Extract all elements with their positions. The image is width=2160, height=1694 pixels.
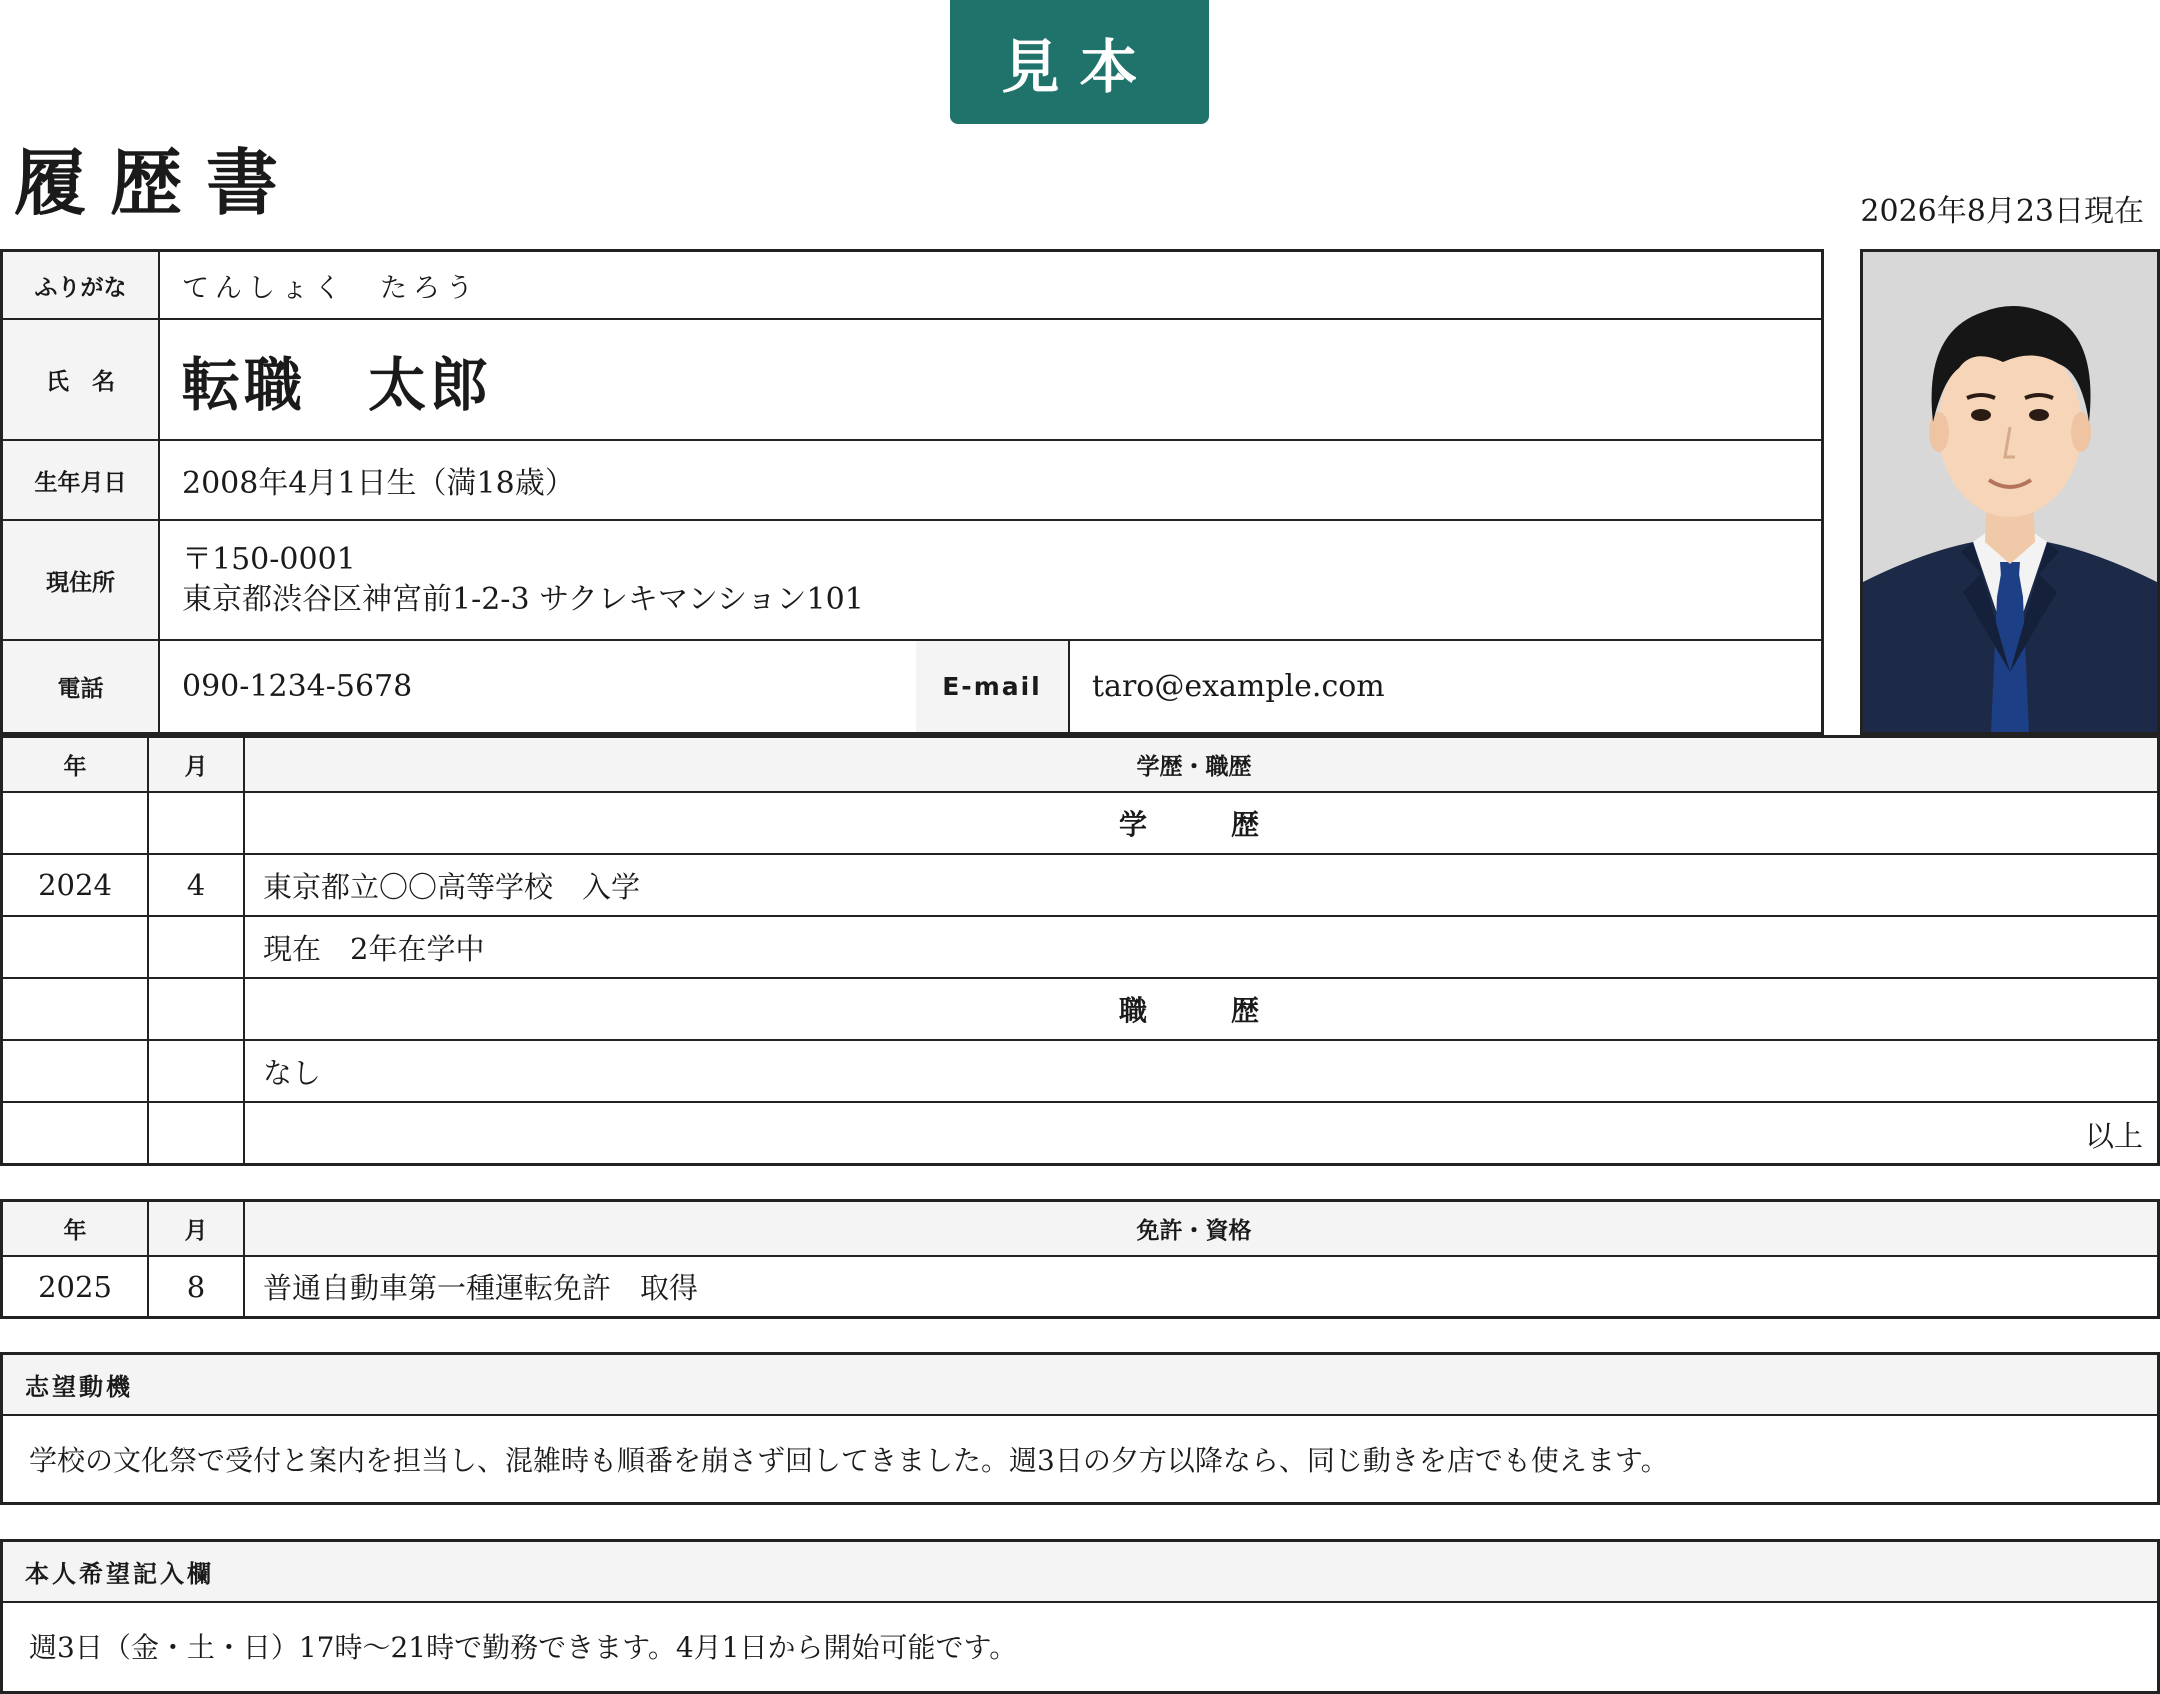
address-label: 現住所 — [3, 521, 160, 639]
row-year: 2024 — [3, 855, 149, 915]
month-header: 月 — [149, 1202, 245, 1255]
education-heading: 学 歴 — [1118, 808, 1287, 841]
motivation-text: 学校の文化祭で受付と案内を担当し、混雑時も順番を崩さず回してきました。週3日の夕方以降なら、同じ動きを店でも使えます。 — [29, 1444, 1669, 1477]
furigana-label: ふりがな — [3, 252, 160, 318]
row-text: 現在 2年在学中 — [263, 931, 485, 966]
birth-value: 2008年4月1日生（満18歳） — [182, 466, 575, 501]
row-year: 2025 — [3, 1257, 149, 1316]
request-box — [0, 1539, 2160, 1694]
request-label: 本人希望記入欄 — [3, 1542, 2157, 1603]
address-line: 東京都渋谷区神宮前1-2-3 サクレキマンション101 — [182, 582, 864, 617]
table-row — [3, 1041, 2157, 1103]
end-text: 以上 — [2084, 1118, 2143, 1153]
education-heading-row — [3, 793, 2157, 855]
phone-value: 090-1234-5678 — [182, 669, 413, 704]
year-header: 年 — [3, 1202, 149, 1255]
birth-label: 生年月日 — [3, 441, 160, 519]
history-body-header: 学歴・職歴 — [1136, 754, 1252, 780]
licenses-body-header: 免許・資格 — [1136, 1218, 1252, 1244]
address-value — [160, 521, 1821, 639]
row-year — [3, 1041, 149, 1101]
end-row — [3, 1103, 2157, 1165]
row-month — [149, 917, 245, 977]
as-of-date: 2026年8月23日現在 — [1860, 194, 2144, 229]
work-heading: 職 歴 — [1118, 994, 1287, 1027]
row-month — [149, 1041, 245, 1101]
address-row — [3, 521, 1821, 641]
work-heading-row — [3, 979, 2157, 1041]
table-row — [3, 855, 2157, 917]
phone-label: 電話 — [3, 641, 160, 732]
row-text: なし — [263, 1055, 322, 1090]
month-header: 月 — [149, 738, 245, 791]
name-label: 氏 名 — [3, 320, 160, 439]
motivation-label: 志望動機 — [3, 1355, 2157, 1416]
name-row — [3, 320, 1821, 441]
row-month: 4 — [149, 855, 245, 915]
row-year — [3, 917, 149, 977]
email-value: taro@example.com — [1092, 669, 1385, 704]
year-header: 年 — [3, 738, 149, 791]
history-header-row — [3, 738, 2157, 793]
furigana-value: てんしょく たろう — [182, 272, 479, 304]
postal-code: 〒150-0001 — [182, 542, 356, 577]
request-text: 週3日（金・土・日）17時〜21時で勤務できます。4月1日から開始可能です。 — [29, 1631, 1018, 1664]
person-illustration — [1863, 252, 2157, 732]
table-row — [3, 1257, 2157, 1316]
furigana-row — [3, 252, 1821, 320]
sample-badge: 見本 — [950, 0, 1209, 124]
licenses-table — [0, 1199, 2160, 1319]
row-text: 普通自動車第一種運転免許 取得 — [263, 1271, 699, 1305]
birth-row — [3, 441, 1821, 521]
table-row — [3, 917, 2157, 979]
motivation-box — [0, 1352, 2160, 1505]
row-month: 8 — [149, 1257, 245, 1316]
email-label: E-mail — [916, 641, 1070, 732]
name-value: 転職 太郎 — [182, 350, 493, 419]
id-photo — [1860, 249, 2160, 735]
licenses-header-row — [3, 1202, 2157, 1257]
history-table — [0, 735, 2160, 1166]
contact-row — [3, 641, 1821, 732]
personal-info-table — [0, 249, 1824, 735]
row-text: 東京都立〇〇高等学校 入学 — [263, 869, 641, 904]
document-title: 履歴書 — [14, 140, 303, 225]
